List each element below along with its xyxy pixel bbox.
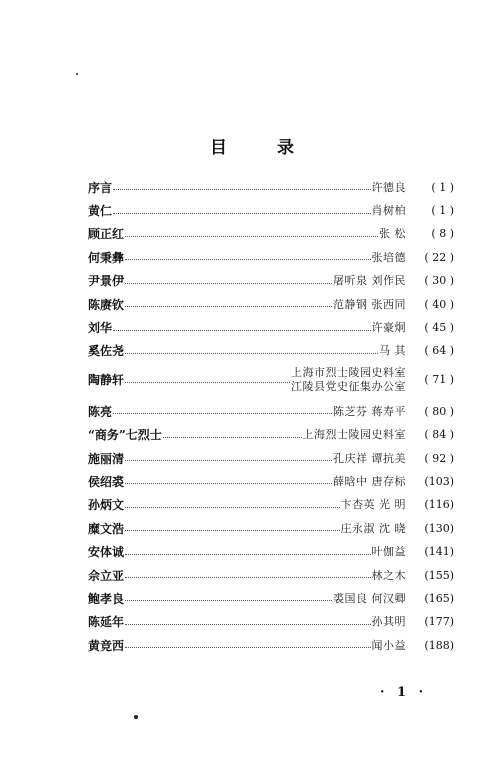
toc-entry[interactable] xyxy=(88,540,454,563)
toc-entry-author xyxy=(303,428,407,442)
author-line: 肖树柏 xyxy=(371,204,406,218)
toc-entry-page: (177) xyxy=(424,615,454,629)
dot-leader xyxy=(125,259,370,260)
toc-entry[interactable] xyxy=(88,293,454,316)
toc-entry-title: 序言 xyxy=(88,180,113,195)
toc-entry[interactable] xyxy=(88,494,454,517)
toc-entry-page: ( 71 ) xyxy=(424,373,454,387)
toc-entry-author xyxy=(379,227,406,241)
toc-entry-title: 糜文浩 xyxy=(88,521,125,536)
toc-entry[interactable] xyxy=(88,270,454,293)
dot-leader xyxy=(125,647,370,648)
toc-entry-page: (155) xyxy=(424,568,454,582)
toc-entry-author xyxy=(372,569,407,583)
author-line: 张 松 xyxy=(379,227,406,241)
toc-entry-title: 刘华 xyxy=(88,321,113,336)
dot-leader xyxy=(125,554,370,555)
toc-entry[interactable] xyxy=(88,517,454,540)
scan-speck xyxy=(134,715,138,719)
toc-entry[interactable] xyxy=(88,447,454,470)
toc-entry-title: 陈延年 xyxy=(88,615,125,630)
toc-entry[interactable] xyxy=(88,340,454,363)
toc-entry-author xyxy=(372,204,407,218)
toc-entry-author xyxy=(333,592,406,606)
toc-entry-title: 黄竞西 xyxy=(88,638,125,653)
toc-entry-page: ( 22 ) xyxy=(424,250,454,264)
toc-entry-title: 奚佐尧 xyxy=(88,344,125,359)
toc-entry-page: ( 1 ) xyxy=(431,180,454,194)
dot-leader xyxy=(113,213,370,214)
toc-entry[interactable] xyxy=(88,363,454,397)
dot-leader xyxy=(125,577,370,578)
toc-entry-title: 佘立亚 xyxy=(88,568,125,583)
dot-leader xyxy=(125,530,339,531)
author-line: 林之木 xyxy=(371,568,406,582)
author-line: 闻小益 xyxy=(371,638,406,652)
dot-leader xyxy=(125,600,332,601)
scan-speck xyxy=(76,73,78,75)
toc-entry-title: 陈亮 xyxy=(88,404,113,419)
toc-entry[interactable] xyxy=(88,611,454,634)
toc-entry-author xyxy=(341,522,407,536)
author-line: 屠听泉 刘作民 xyxy=(333,274,406,288)
toc-entry-author xyxy=(333,475,406,489)
toc-entry[interactable] xyxy=(88,316,454,339)
toc-entry-page: (141) xyxy=(424,545,454,559)
toc-entry-page: (103) xyxy=(424,474,454,488)
dot-leader xyxy=(125,483,332,484)
toc-entry-page: ( 45 ) xyxy=(424,321,454,335)
author-line: 江陵县党史征集办公室 xyxy=(291,380,406,394)
toc-entry-author xyxy=(333,274,406,288)
toc-entry-page: ( 64 ) xyxy=(424,344,454,358)
toc-entry-author xyxy=(333,405,406,419)
toc-entry[interactable] xyxy=(88,470,454,493)
toc-entry-page: ( 30 ) xyxy=(424,274,454,288)
dot-leader xyxy=(113,330,370,331)
page-title: 目 录 xyxy=(210,138,316,158)
toc-entry[interactable] xyxy=(88,634,454,657)
author-line: 上海市烈士陵园史料室 xyxy=(291,366,406,380)
toc-entry[interactable] xyxy=(88,176,454,199)
author-line: 马 其 xyxy=(379,344,406,358)
dot-leader xyxy=(163,437,302,438)
toc-entry-page: (130) xyxy=(424,521,454,535)
toc-entry-title: 顾正红 xyxy=(88,227,125,242)
author-line: 张培德 xyxy=(371,250,406,264)
author-line: 许德良 xyxy=(371,180,406,194)
table-of-contents xyxy=(88,176,454,657)
dot-leader xyxy=(125,624,370,625)
dot-leader xyxy=(125,382,290,383)
toc-entry-title: 施丽清 xyxy=(88,451,125,466)
toc-entry-author xyxy=(372,639,407,653)
toc-entry-title: 侯绍裘 xyxy=(88,474,125,489)
dot-leader xyxy=(125,306,332,307)
toc-entry-title: 孙炳文 xyxy=(88,498,125,513)
toc-entry-title: 尹景伊 xyxy=(88,274,125,289)
toc-entry-page: ( 84 ) xyxy=(424,428,454,442)
page-number: · 1 · xyxy=(380,685,428,700)
author-line: 卞杏英 光 明 xyxy=(340,498,406,512)
dot-leader xyxy=(125,460,332,461)
toc-entry-title: 鲍孝良 xyxy=(88,591,125,606)
author-line: 孙其明 xyxy=(371,615,406,629)
toc-entry[interactable] xyxy=(88,223,454,246)
toc-entry-title: “商务”七烈士 xyxy=(88,428,162,443)
toc-entry[interactable] xyxy=(88,199,454,222)
toc-entry-author xyxy=(372,321,407,335)
author-line: 孔庆祥 谭抗美 xyxy=(333,451,406,465)
toc-entry-page: ( 1 ) xyxy=(431,204,454,218)
dot-leader xyxy=(113,189,370,190)
toc-entry-page: (116) xyxy=(424,498,454,512)
toc-entry-title: 陈赓钦 xyxy=(88,297,125,312)
toc-entry-page: ( 92 ) xyxy=(424,451,454,465)
dot-leader xyxy=(125,353,378,354)
dot-leader xyxy=(125,283,332,284)
toc-entry-author xyxy=(333,298,406,312)
author-line: 许豪炯 xyxy=(371,321,406,335)
toc-entry-author xyxy=(379,344,406,358)
author-line: 庄永淑 沈 晓 xyxy=(340,521,406,535)
dot-leader xyxy=(125,507,339,508)
author-line: 叶伽益 xyxy=(371,545,406,559)
toc-entry[interactable] xyxy=(88,587,454,610)
toc-entry-author xyxy=(372,251,407,265)
toc-entry-author xyxy=(291,366,406,394)
toc-entry-title: 安体诚 xyxy=(88,545,125,560)
toc-entry-author xyxy=(372,615,407,629)
toc-entry-page: (165) xyxy=(424,591,454,605)
author-line: 上海烈士陵园史料室 xyxy=(302,428,406,442)
author-line: 裘国良 何汉卿 xyxy=(333,591,406,605)
toc-entry[interactable] xyxy=(88,564,454,587)
toc-entry-author xyxy=(341,498,407,512)
toc-entry[interactable] xyxy=(88,424,454,447)
toc-entry-page: ( 40 ) xyxy=(424,297,454,311)
toc-entry-page: ( 80 ) xyxy=(424,404,454,418)
dot-leader xyxy=(125,236,378,237)
dot-leader xyxy=(113,413,332,414)
author-line: 陈芝芬 蒋寿平 xyxy=(333,404,406,418)
author-line: 薛晗中 唐存标 xyxy=(333,474,406,488)
author-line: 范静钢 张西同 xyxy=(333,297,406,311)
toc-entry-title: 何秉彝 xyxy=(88,250,125,265)
toc-entry-author xyxy=(372,545,407,559)
toc-entry-title: 黄仁 xyxy=(88,204,113,219)
toc-entry-page: ( 8 ) xyxy=(431,227,454,241)
toc-entry[interactable] xyxy=(88,400,454,423)
toc-entry-title: 陶静轩 xyxy=(88,373,125,388)
toc-entry-author xyxy=(333,452,406,466)
toc-entry-page: (188) xyxy=(424,638,454,652)
toc-entry-author xyxy=(372,181,407,195)
toc-entry[interactable] xyxy=(88,246,454,269)
